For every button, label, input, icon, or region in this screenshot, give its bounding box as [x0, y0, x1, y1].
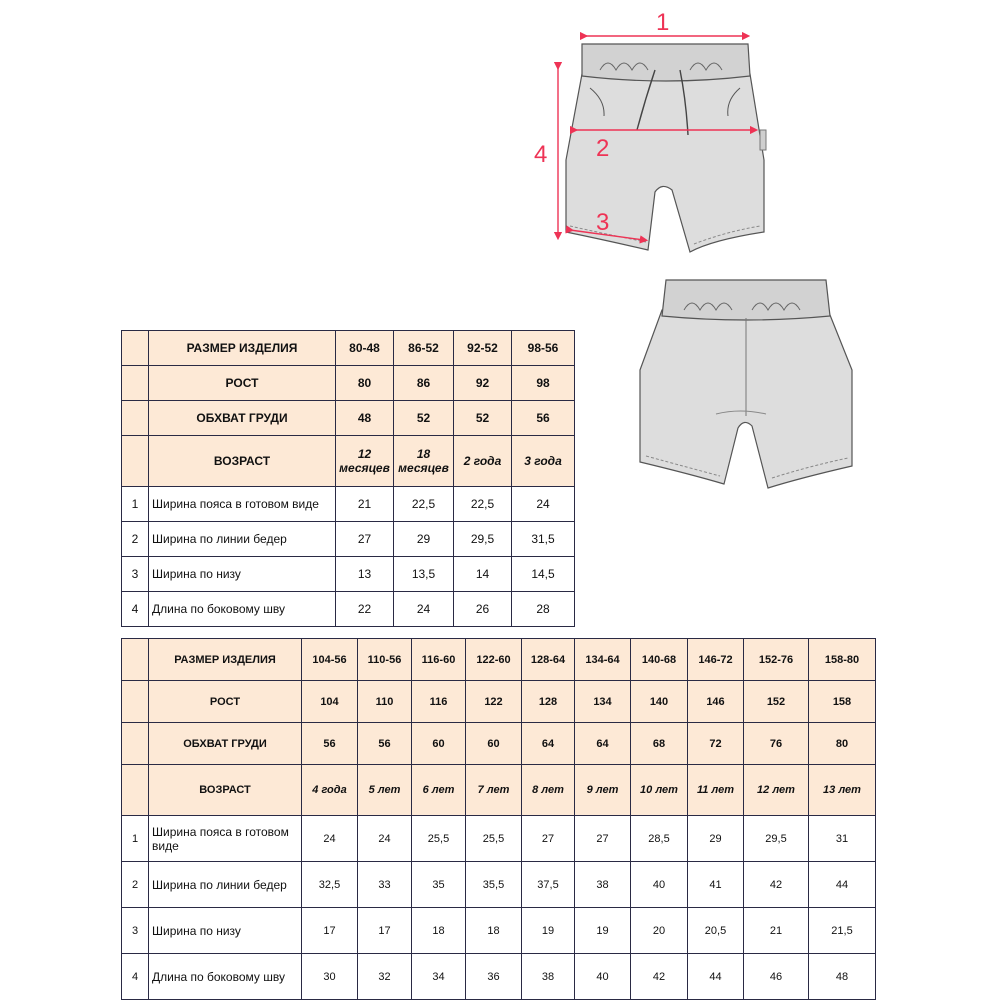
- row-label: Ширина пояса в готовом виде: [149, 816, 302, 862]
- row-label: Ширина по низу: [149, 557, 336, 592]
- cell: 9 лет: [575, 765, 631, 816]
- measure-label-3: 3: [596, 209, 610, 236]
- row-label: Ширина пояса в готовом виде: [149, 487, 336, 522]
- cell: 27: [522, 816, 575, 862]
- cell: 68: [631, 723, 688, 765]
- row-label: Длина по боковому шву: [149, 592, 336, 627]
- cell: 35,5: [466, 862, 522, 908]
- row-label: Ширина по линии бедер: [149, 522, 336, 557]
- cell: 22,5: [394, 487, 454, 522]
- cell: 80-48: [336, 331, 394, 366]
- cell: 40: [575, 954, 631, 1000]
- age-row: [122, 436, 575, 487]
- cell: 4 года: [302, 765, 358, 816]
- cell: 110: [358, 681, 412, 723]
- cell: 33: [358, 862, 412, 908]
- cell: 140-68: [631, 639, 688, 681]
- cell: 2 года: [454, 436, 512, 487]
- row-label: ОБХВАТ ГРУДИ: [149, 401, 336, 436]
- cell: 152-76: [744, 639, 809, 681]
- cell: 146-72: [688, 639, 744, 681]
- cell: 21: [744, 908, 809, 954]
- cell: 104: [302, 681, 358, 723]
- cell: 40: [631, 862, 688, 908]
- cell: 42: [631, 954, 688, 1000]
- cell: 24: [512, 487, 575, 522]
- cell: 13,5: [394, 557, 454, 592]
- cell: 56: [512, 401, 575, 436]
- cell: 76: [744, 723, 809, 765]
- cell: 13 лет: [809, 765, 876, 816]
- cell: 38: [522, 954, 575, 1000]
- cell: 41: [688, 862, 744, 908]
- cell: 28: [512, 592, 575, 627]
- row-number: 2: [122, 522, 149, 557]
- size-table-large: [121, 638, 876, 1000]
- cell: 27: [336, 522, 394, 557]
- row-number: 4: [122, 592, 149, 627]
- cell: 122-60: [466, 639, 522, 681]
- cell: 21,5: [809, 908, 876, 954]
- cell: 24: [302, 816, 358, 862]
- cell: 158: [809, 681, 876, 723]
- cell: 52: [454, 401, 512, 436]
- measure-label-4: 4: [534, 141, 548, 168]
- cell: 24: [358, 816, 412, 862]
- row-label: ВОЗРАСТ: [149, 765, 302, 816]
- cell: 7 лет: [466, 765, 522, 816]
- cell: 52: [394, 401, 454, 436]
- measure-row: [122, 816, 876, 862]
- cell: 31,5: [512, 522, 575, 557]
- row-number: 2: [122, 862, 149, 908]
- cell: 92-52: [454, 331, 512, 366]
- cell: 34: [412, 954, 466, 1000]
- cell: 21: [336, 487, 394, 522]
- cell: 44: [688, 954, 744, 1000]
- cell: 19: [575, 908, 631, 954]
- height-row: [122, 366, 575, 401]
- cell: 24: [394, 592, 454, 627]
- cell: 116-60: [412, 639, 466, 681]
- cell: 6 лет: [412, 765, 466, 816]
- cell: 56: [302, 723, 358, 765]
- cell: 32: [358, 954, 412, 1000]
- size-row: [122, 639, 876, 681]
- cell: 110-56: [358, 639, 412, 681]
- cell: 11 лет: [688, 765, 744, 816]
- size-table-small: [121, 330, 575, 627]
- row-label: РОСТ: [149, 681, 302, 723]
- cell: 152: [744, 681, 809, 723]
- cell: 3 года: [512, 436, 575, 487]
- cell: 72: [688, 723, 744, 765]
- cell: 60: [466, 723, 522, 765]
- cell: 28,5: [631, 816, 688, 862]
- cell: 12 лет: [744, 765, 809, 816]
- cell: 12 месяцев: [336, 436, 394, 487]
- cell: 8 лет: [522, 765, 575, 816]
- cell: 20: [631, 908, 688, 954]
- cell: 146: [688, 681, 744, 723]
- cell: 86-52: [394, 331, 454, 366]
- cell: 56: [358, 723, 412, 765]
- measure-label-1: 1: [656, 9, 670, 36]
- cell: 46: [744, 954, 809, 1000]
- cell: 98: [512, 366, 575, 401]
- cell: 20,5: [688, 908, 744, 954]
- measure-row: [122, 862, 876, 908]
- row-label: РОСТ: [149, 366, 336, 401]
- cell: 92: [454, 366, 512, 401]
- cell: 22,5: [454, 487, 512, 522]
- cell: 25,5: [412, 816, 466, 862]
- cell: 18: [412, 908, 466, 954]
- measure-row: [122, 954, 876, 1000]
- row-number: 1: [122, 816, 149, 862]
- cell: 22: [336, 592, 394, 627]
- cell: 25,5: [466, 816, 522, 862]
- row-label: РАЗМЕР ИЗДЕЛИЯ: [149, 639, 302, 681]
- shorts-front-sketch: [520, 0, 780, 265]
- cell: 18 месяцев: [394, 436, 454, 487]
- chest-row: [122, 401, 575, 436]
- cell: 134-64: [575, 639, 631, 681]
- cell: 158-80: [809, 639, 876, 681]
- cell: 14: [454, 557, 512, 592]
- row-label: Длина по боковому шву: [149, 954, 302, 1000]
- measure-row: [122, 522, 575, 557]
- cell: 104-56: [302, 639, 358, 681]
- cell: 128: [522, 681, 575, 723]
- measure-row: [122, 908, 876, 954]
- cell: 29,5: [744, 816, 809, 862]
- cell: 31: [809, 816, 876, 862]
- cell: 60: [412, 723, 466, 765]
- row-label: Ширина по низу: [149, 908, 302, 954]
- row-label: ОБХВАТ ГРУДИ: [149, 723, 302, 765]
- cell: 5 лет: [358, 765, 412, 816]
- cell: 29: [394, 522, 454, 557]
- cell: 140: [631, 681, 688, 723]
- age-row: [122, 765, 876, 816]
- cell: 13: [336, 557, 394, 592]
- chest-row: [122, 723, 876, 765]
- height-row: [122, 681, 876, 723]
- cell: 14,5: [512, 557, 575, 592]
- cell: 48: [336, 401, 394, 436]
- cell: 35: [412, 862, 466, 908]
- cell: 80: [809, 723, 876, 765]
- row-label: ВОЗРАСТ: [149, 436, 336, 487]
- cell: 48: [809, 954, 876, 1000]
- cell: 29: [688, 816, 744, 862]
- cell: 36: [466, 954, 522, 1000]
- measure-label-2: 2: [596, 135, 610, 162]
- cell: 38: [575, 862, 631, 908]
- cell: 29,5: [454, 522, 512, 557]
- cell: 17: [358, 908, 412, 954]
- cell: 128-64: [522, 639, 575, 681]
- cell: 64: [522, 723, 575, 765]
- cell: 98-56: [512, 331, 575, 366]
- cell: 17: [302, 908, 358, 954]
- cell: 19: [522, 908, 575, 954]
- shorts-back-sketch: [630, 270, 860, 495]
- row-number: 1: [122, 487, 149, 522]
- cell: 18: [466, 908, 522, 954]
- cell: 10 лет: [631, 765, 688, 816]
- measure-row: [122, 487, 575, 522]
- cell: 64: [575, 723, 631, 765]
- cell: 30: [302, 954, 358, 1000]
- row-label: Ширина по линии бедер: [149, 862, 302, 908]
- measure-row: [122, 557, 575, 592]
- cell: 134: [575, 681, 631, 723]
- measure-row: [122, 592, 575, 627]
- cell: 122: [466, 681, 522, 723]
- row-number: 4: [122, 954, 149, 1000]
- cell: 80: [336, 366, 394, 401]
- cell: 32,5: [302, 862, 358, 908]
- cell: 116: [412, 681, 466, 723]
- cell: 27: [575, 816, 631, 862]
- cell: 86: [394, 366, 454, 401]
- cell: 26: [454, 592, 512, 627]
- cell: 42: [744, 862, 809, 908]
- row-number: 3: [122, 557, 149, 592]
- cell: 37,5: [522, 862, 575, 908]
- cell: 44: [809, 862, 876, 908]
- size-row: [122, 331, 575, 366]
- row-number: 3: [122, 908, 149, 954]
- row-label: РАЗМЕР ИЗДЕЛИЯ: [149, 331, 336, 366]
